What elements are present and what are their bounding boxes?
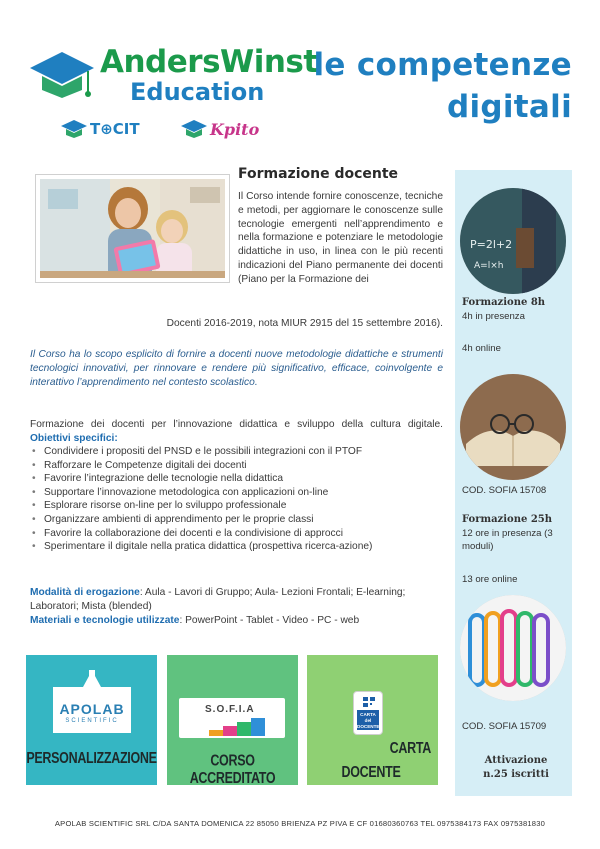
graduation-cap-icon: [180, 119, 208, 139]
carta-card-label: [357, 710, 379, 730]
svg-text:A=l×h: A=l×h: [474, 261, 504, 271]
brand-subtitle: Education: [130, 78, 265, 106]
paperclips-illustration: [460, 595, 566, 701]
list-item: • Condividere i propositi del PNSD e le possibili integrazioni con il PTOF: [30, 445, 443, 459]
activation-count: n.25 iscritti: [483, 769, 549, 780]
objectives-list: [30, 445, 443, 554]
page-headline: [313, 44, 572, 128]
tile-corso-accreditato-label: CORSO ACCREDITATO: [189, 751, 276, 787]
tcit-logo: [60, 118, 140, 140]
formazione-8h-online: 4h online: [462, 343, 501, 354]
formazione-8h-title: Formazione 8h: [462, 297, 546, 308]
formazione-25h-presence: 12 ore in presenza (3 moduli): [462, 528, 553, 552]
tile-personalizzazione: [26, 655, 157, 785]
course-intro: Il Corso intende fornire conoscenze, tecniche e metodi, per aggiornare le conoscenze sulle tecnologie emergenti nell’apprendimento e nella formazione e potenziare le metodologie didattiche in uso, in linea con le più recenti indicazioni del Piano permanente dei docenti (Piano per la Formazione dei: [238, 191, 443, 285]
list-item: • Favorire la collaborazione dei docenti e la condivisione di approcci: [30, 527, 443, 541]
brand-name: AndersWinst: [100, 44, 318, 80]
objectives-label-colon: :: [114, 432, 118, 444]
photo-illustration: [40, 179, 229, 282]
apolab-logo: [53, 687, 131, 733]
stairs-icon: [209, 718, 279, 736]
activation-label: Attivazione: [484, 755, 548, 766]
section-title: Formazione docente: [238, 166, 399, 182]
graduation-cap-icon: [60, 119, 88, 139]
apolab-name: APOLAB: [59, 701, 125, 717]
objectives-intro-text: Formazione dei docenti per l’innovazione didattica e sviluppo della cultura digitale.: [30, 419, 443, 430]
list-item: • Sperimentare il digitale nella pratica didattica (prospettiva ricerca-azione): [30, 540, 443, 554]
list-item: • Esplorare risorse on-line per lo sviluppo professionale: [30, 499, 443, 513]
headline-line-2: digitali: [446, 89, 572, 125]
qr-icon: [363, 697, 375, 707]
tcit-label: T⊕CIT: [90, 120, 140, 138]
objectives-label: Obiettivi specifici: [30, 432, 115, 444]
paperclips-photo: [460, 595, 566, 701]
carta-card-text: CARTA del DOCENTE: [357, 712, 380, 729]
tile-corso-accreditato: [167, 655, 298, 785]
list-item: • Supportare l’innovazione metodologica con applicazioni on-line: [30, 486, 443, 500]
formula-photo: [460, 188, 566, 294]
course-intro-continued: Docenti 2016-2019, nota MIUR 2915 del 15 settembre 2016).: [166, 318, 443, 329]
sofia-logo: [179, 698, 285, 738]
list-item: • Organizzare ambienti di apprendimento per le proprie classi: [30, 513, 443, 527]
delivery-mode-text: : Aula - Lavori di Gruppo; Aula- Lezioni Frontali; E-learning; Laboratori; Mista (blended): [30, 587, 406, 612]
sofia-code-1: COD. SOFIA 15708: [462, 485, 547, 496]
formazione-25h-online: 13 ore online: [462, 574, 518, 585]
teacher-child-photo: [36, 175, 229, 282]
delivery-mode-label: Modalità di erogazione: [30, 587, 140, 598]
kpito-logo: [180, 118, 259, 140]
footer-company-info: APOLAB SCIENTIFIC SRL C/DA SANTA DOMENICA 22 85050 BRIENZA PZ PIVA E CF 01680360763 TEL 0975384173 FAX 0975381830: [54, 819, 546, 828]
blackboard-illustration: [460, 188, 566, 294]
svg-text:P=2l+2: P=2l+2: [470, 238, 513, 251]
tile-carta-label: CARTA: [389, 739, 431, 757]
book-glasses-illustration: [460, 374, 566, 480]
flask-icon: [82, 669, 102, 689]
brand-logo: [26, 42, 318, 112]
course-info-sidebar: [455, 170, 572, 796]
formazione-8h-presence: 4h in presenza: [462, 311, 525, 322]
delivery-mode: [30, 586, 443, 614]
course-purpose: Il Corso ha lo scopo esplicito di fornire a docenti nuove metodologie didattiche e strumenti tecnologici innovativi, per rinnovare e rendere più significativo, efficace, coinvolgente e interattivo l’apprendimento nel contesto scolastico.: [30, 349, 443, 388]
materials: [30, 614, 443, 628]
list-item: • Rafforzare le Competenze digitali dei docenti: [30, 459, 443, 473]
apolab-subtitle: SCIENTIFIC: [65, 718, 119, 724]
tile-personalizzazione-label: PERSONALIZZAZIONE: [26, 749, 157, 767]
list-item: • Favorire l’integrazione delle tecnologie nella didattica: [30, 472, 443, 486]
headline-line-1: le competenze: [313, 47, 572, 83]
graduation-cap-icon: [26, 46, 96, 104]
tile-docente-label: DOCENTE: [341, 763, 401, 781]
tile-carta-docente: [307, 655, 438, 785]
sofia-name: S.O.F.I.A: [205, 704, 255, 715]
kpito-label: Kpito: [210, 119, 260, 139]
books-photo: [460, 374, 566, 480]
materials-text: : PowerPoint - Tablet - Video - PC - web: [179, 615, 360, 626]
formazione-25h-title: Formazione 25h: [462, 514, 552, 525]
carta-docente-card: [353, 691, 383, 735]
objectives-intro: [30, 418, 443, 446]
materials-label: Materiali e tecnologie utilizzate: [30, 615, 180, 626]
sofia-code-2: COD. SOFIA 15709: [462, 721, 547, 732]
